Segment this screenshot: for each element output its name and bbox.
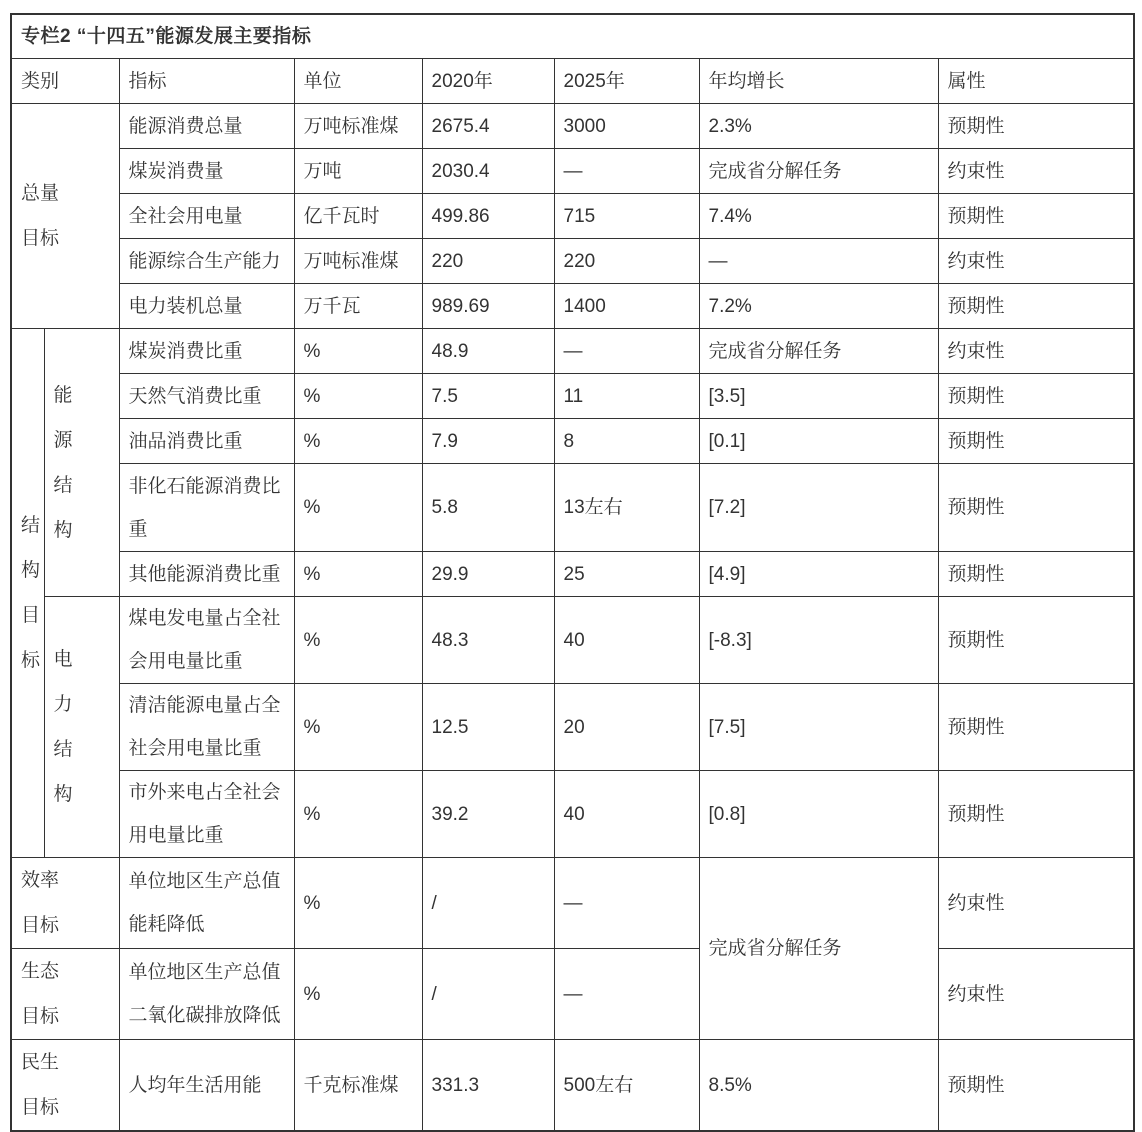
y2025-cell: 11 — [554, 374, 699, 419]
growth-cell: 7.2% — [699, 284, 938, 329]
attribute-cell: 预期性 — [938, 419, 1134, 464]
indicator-cell: 非化石能源消费比重 — [119, 464, 294, 552]
table-title: 专栏2 “十四五”能源发展主要指标 — [11, 14, 1134, 59]
header-indicator: 指标 — [119, 59, 294, 104]
y2025-cell: 715 — [554, 194, 699, 239]
unit-cell: % — [294, 684, 422, 771]
unit-cell: 万千瓦 — [294, 284, 422, 329]
y2025-cell: — — [554, 858, 699, 949]
indicator-cell: 天然气消费比重 — [119, 374, 294, 419]
y2020-cell: 5.8 — [422, 464, 554, 552]
unit-cell: 千克标准煤 — [294, 1040, 422, 1132]
table-header-row — [11, 59, 1134, 104]
y2025-cell: — — [554, 149, 699, 194]
indicator-cell: 其他能源消费比重 — [119, 552, 294, 597]
attribute-cell: 预期性 — [938, 597, 1134, 684]
growth-cell: 2.3% — [699, 104, 938, 149]
growth-cell: 完成省分解任务 — [699, 149, 938, 194]
y2025-cell: 3000 — [554, 104, 699, 149]
table-title-row — [11, 14, 1134, 59]
y2020-cell: 12.5 — [422, 684, 554, 771]
table-row — [11, 1040, 1134, 1132]
y2020-cell: 499.86 — [422, 194, 554, 239]
y2025-cell: — — [554, 949, 699, 1040]
unit-cell: 万吨标准煤 — [294, 239, 422, 284]
attribute-cell: 预期性 — [938, 374, 1134, 419]
y2020-cell: 2675.4 — [422, 104, 554, 149]
table-row — [11, 239, 1134, 284]
table-row — [11, 949, 1134, 1040]
table-row — [11, 374, 1134, 419]
y2020-cell: 7.5 — [422, 374, 554, 419]
unit-cell: % — [294, 419, 422, 464]
indicator-cell: 电力装机总量 — [119, 284, 294, 329]
y2020-cell: 220 — [422, 239, 554, 284]
unit-cell: % — [294, 329, 422, 374]
table-row — [11, 104, 1134, 149]
table-row — [11, 149, 1134, 194]
indicator-cell: 煤炭消费比重 — [119, 329, 294, 374]
attribute-cell: 约束性 — [938, 149, 1134, 194]
y2020-cell: 48.9 — [422, 329, 554, 374]
growth-cell: [7.2] — [699, 464, 938, 552]
indicator-cell: 煤电发电量占全社会用电量比重 — [119, 597, 294, 684]
table-row — [11, 552, 1134, 597]
indicator-cell: 能源消费总量 — [119, 104, 294, 149]
y2025-cell: 500左右 — [554, 1040, 699, 1132]
table-row — [11, 464, 1134, 552]
y2020-cell: / — [422, 949, 554, 1040]
unit-cell: 万吨 — [294, 149, 422, 194]
y2025-cell: 25 — [554, 552, 699, 597]
y2020-cell: 331.3 — [422, 1040, 554, 1132]
table-row — [11, 858, 1134, 949]
y2020-cell: 39.2 — [422, 771, 554, 858]
y2025-cell: 20 — [554, 684, 699, 771]
attribute-cell: 预期性 — [938, 284, 1134, 329]
indicator-cell: 人均年生活用能 — [119, 1040, 294, 1132]
table-row — [11, 684, 1134, 771]
growth-cell: [0.8] — [699, 771, 938, 858]
attribute-cell: 约束性 — [938, 949, 1134, 1040]
group-cell-energy-structure: 能源结构 — [44, 329, 119, 597]
header-category: 类别 — [11, 59, 119, 104]
indicator-cell: 清洁能源电量占全社会用电量比重 — [119, 684, 294, 771]
indicator-cell: 单位地区生产总值能耗降低 — [119, 858, 294, 949]
y2020-cell: 48.3 — [422, 597, 554, 684]
header-attribute: 属性 — [938, 59, 1134, 104]
table-row — [11, 194, 1134, 239]
y2025-cell: 1400 — [554, 284, 699, 329]
unit-cell: % — [294, 464, 422, 552]
energy-indicators-table — [10, 13, 1135, 1132]
indicator-cell: 油品消费比重 — [119, 419, 294, 464]
group-cell-total: 总量目标 — [11, 104, 119, 329]
y2020-cell: 7.9 — [422, 419, 554, 464]
growth-cell: 7.4% — [699, 194, 938, 239]
indicator-cell: 能源综合生产能力 — [119, 239, 294, 284]
attribute-cell: 预期性 — [938, 464, 1134, 552]
growth-cell: [3.5] — [699, 374, 938, 419]
header-2025: 2025年 — [554, 59, 699, 104]
unit-cell: % — [294, 597, 422, 684]
y2025-cell: 40 — [554, 771, 699, 858]
header-unit: 单位 — [294, 59, 422, 104]
indicator-cell: 市外来电占全社会用电量比重 — [119, 771, 294, 858]
table-row — [11, 419, 1134, 464]
group-cell-efficiency: 效率目标 — [11, 858, 119, 949]
y2020-cell: 29.9 — [422, 552, 554, 597]
group-cell-structure: 结构目标 — [11, 329, 44, 858]
unit-cell: % — [294, 552, 422, 597]
table-row — [11, 284, 1134, 329]
group-cell-ecology: 生态目标 — [11, 949, 119, 1040]
growth-cell: [0.1] — [699, 419, 938, 464]
growth-cell: 8.5% — [699, 1040, 938, 1132]
unit-cell: 亿千瓦时 — [294, 194, 422, 239]
indicator-cell: 全社会用电量 — [119, 194, 294, 239]
y2025-cell: — — [554, 329, 699, 374]
attribute-cell: 预期性 — [938, 1040, 1134, 1132]
attribute-cell: 预期性 — [938, 552, 1134, 597]
indicator-cell: 煤炭消费量 — [119, 149, 294, 194]
attribute-cell: 预期性 — [938, 771, 1134, 858]
group-cell-power-structure: 电力结构 — [44, 597, 119, 858]
growth-cell: [-8.3] — [699, 597, 938, 684]
unit-cell: % — [294, 374, 422, 419]
attribute-cell: 预期性 — [938, 194, 1134, 239]
y2025-cell: 8 — [554, 419, 699, 464]
y2025-cell: 220 — [554, 239, 699, 284]
indicator-cell: 单位地区生产总值二氧化碳排放降低 — [119, 949, 294, 1040]
header-2020: 2020年 — [422, 59, 554, 104]
y2020-cell: / — [422, 858, 554, 949]
y2020-cell: 989.69 — [422, 284, 554, 329]
group-cell-livelihood: 民生目标 — [11, 1040, 119, 1132]
attribute-cell: 约束性 — [938, 858, 1134, 949]
unit-cell: % — [294, 771, 422, 858]
attribute-cell: 预期性 — [938, 104, 1134, 149]
unit-cell: 万吨标准煤 — [294, 104, 422, 149]
y2025-cell: 13左右 — [554, 464, 699, 552]
header-growth: 年均增长 — [699, 59, 938, 104]
unit-cell: % — [294, 858, 422, 949]
growth-cell: [4.9] — [699, 552, 938, 597]
unit-cell: % — [294, 949, 422, 1040]
growth-cell-merged: 完成省分解任务 — [699, 858, 938, 1040]
growth-cell: — — [699, 239, 938, 284]
table-row — [11, 329, 1134, 374]
table-row — [11, 597, 1134, 684]
attribute-cell: 约束性 — [938, 329, 1134, 374]
y2025-cell: 40 — [554, 597, 699, 684]
table-row — [11, 771, 1134, 858]
growth-cell: 完成省分解任务 — [699, 329, 938, 374]
attribute-cell: 约束性 — [938, 239, 1134, 284]
y2020-cell: 2030.4 — [422, 149, 554, 194]
growth-cell: [7.5] — [699, 684, 938, 771]
attribute-cell: 预期性 — [938, 684, 1134, 771]
